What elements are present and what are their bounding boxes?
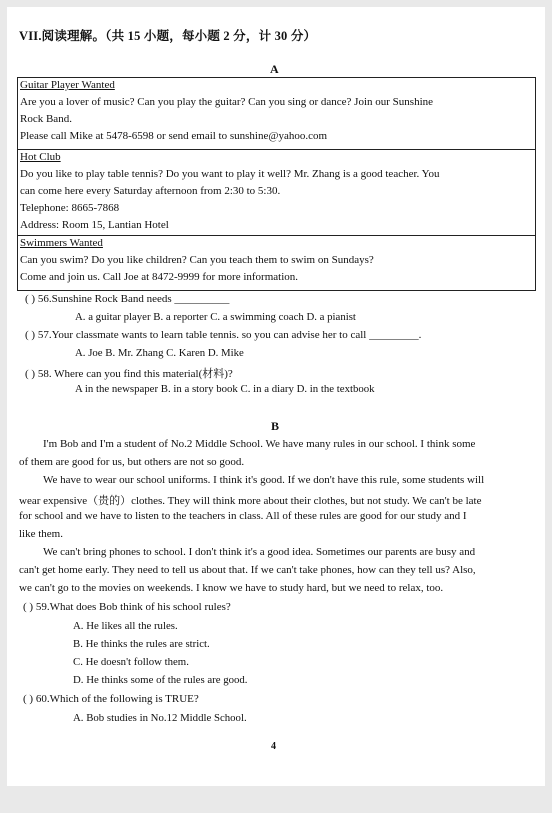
question-56-options: A. a guitar player B. a reporter C. a swimming coach D. a pianist [75, 311, 356, 323]
ad-title: Swimmers Wanted [20, 237, 103, 249]
ad-line: Do you like to play table tennis? Do you want to play it well? Mr. Zhang is a good teacher. You [20, 168, 440, 180]
question-58: ( ) 58. Where can you find this material(材料)? [25, 368, 233, 380]
page-number: 4 [271, 741, 276, 752]
question-58-options: A in the newspaper B. in a story book C. in a diary D. in the textbook [75, 383, 375, 395]
ad-title: Guitar Player Wanted [20, 79, 115, 91]
question-59-option-d: D. He thinks some of the rules are good. [73, 674, 248, 686]
page-footer-margin [0, 786, 552, 813]
exam-page [7, 7, 545, 786]
question-59-option-c: C. He doesn't follow them. [73, 656, 189, 668]
ad-line: Rock Band. [20, 113, 72, 125]
ad-swimmers [17, 235, 536, 291]
question-59-option-a: A. He likes all the rules. [73, 620, 178, 632]
ad-line: Telephone: 8665-7868 [20, 202, 120, 214]
question-57: ( ) 57.Your classmate wants to learn table tennis. so you can advise her to call _________. [25, 329, 422, 341]
passage-line: We have to wear our school uniforms. I think it's good. If we don't have this rule, some students will [43, 474, 485, 486]
ad-line: Address: Room 15, Lantian Hotel [20, 219, 169, 231]
passage-line: wear expensive（贵的）clothes. They will think more about their clothes, but not study. We can't be late [19, 495, 482, 507]
ad-line: can come here every Saturday afternoon from 2:30 to 5:30. [20, 185, 281, 197]
part-b-label: B [271, 419, 280, 433]
passage-line: can't get home early. They need to tell us about that. If we can't take phones, how can they tell us? Also, [19, 564, 476, 576]
question-59-option-b: B. He thinks the rules are strict. [73, 638, 210, 650]
section-title: VII.阅读理解。（共 15 小题，每小题 2 分，计 30 分） [19, 29, 317, 43]
passage-line: We can't bring phones to school. I don't think it's a good idea. Sometimes our parents are busy and [43, 546, 476, 558]
ad-title: Hot Club [20, 151, 61, 163]
ad-line: Can you swim? Do you like children? Can you teach them to swim on Sundays? [20, 254, 374, 266]
passage-line: like them. [19, 528, 63, 540]
question-56: ( ) 56.Sunshine Rock Band needs __________ [25, 293, 230, 305]
ad-line: Come and join us. Call Joe at 8472-9999 for more information. [20, 271, 299, 283]
ad-line: Please call Mike at 5478-6598 or send email to sunshine@yahoo.com [20, 130, 328, 142]
part-a-label: A [270, 62, 279, 76]
passage-line: we can't go to the movies on weekends. I know we have to study hard, but we need to relax, too. [19, 582, 444, 594]
ad-hot-club [17, 149, 536, 236]
ad-guitar-player [17, 77, 536, 150]
passage-line: of them are good for us, but others are not so good. [19, 456, 245, 468]
question-57-options: A. Joe B. Mr. Zhang C. Karen D. Mike [75, 347, 244, 359]
passage-line: for school and we have to listen to the teachers in class. All of these rules are good for our study and I [19, 510, 467, 522]
passage-line: I'm Bob and I'm a student of No.2 Middle School. We have many rules in our school. I think some [43, 438, 476, 450]
question-59: ( ) 59.What does Bob think of his school rules? [23, 601, 231, 613]
question-60: ( ) 60.Which of the following is TRUE? [23, 693, 199, 705]
question-60-option-a: A. Bob studies in No.12 Middle School. [73, 712, 247, 724]
ad-line: Are you a lover of music? Can you play the guitar? Can you sing or dance? Join our Sunshine [20, 96, 434, 108]
